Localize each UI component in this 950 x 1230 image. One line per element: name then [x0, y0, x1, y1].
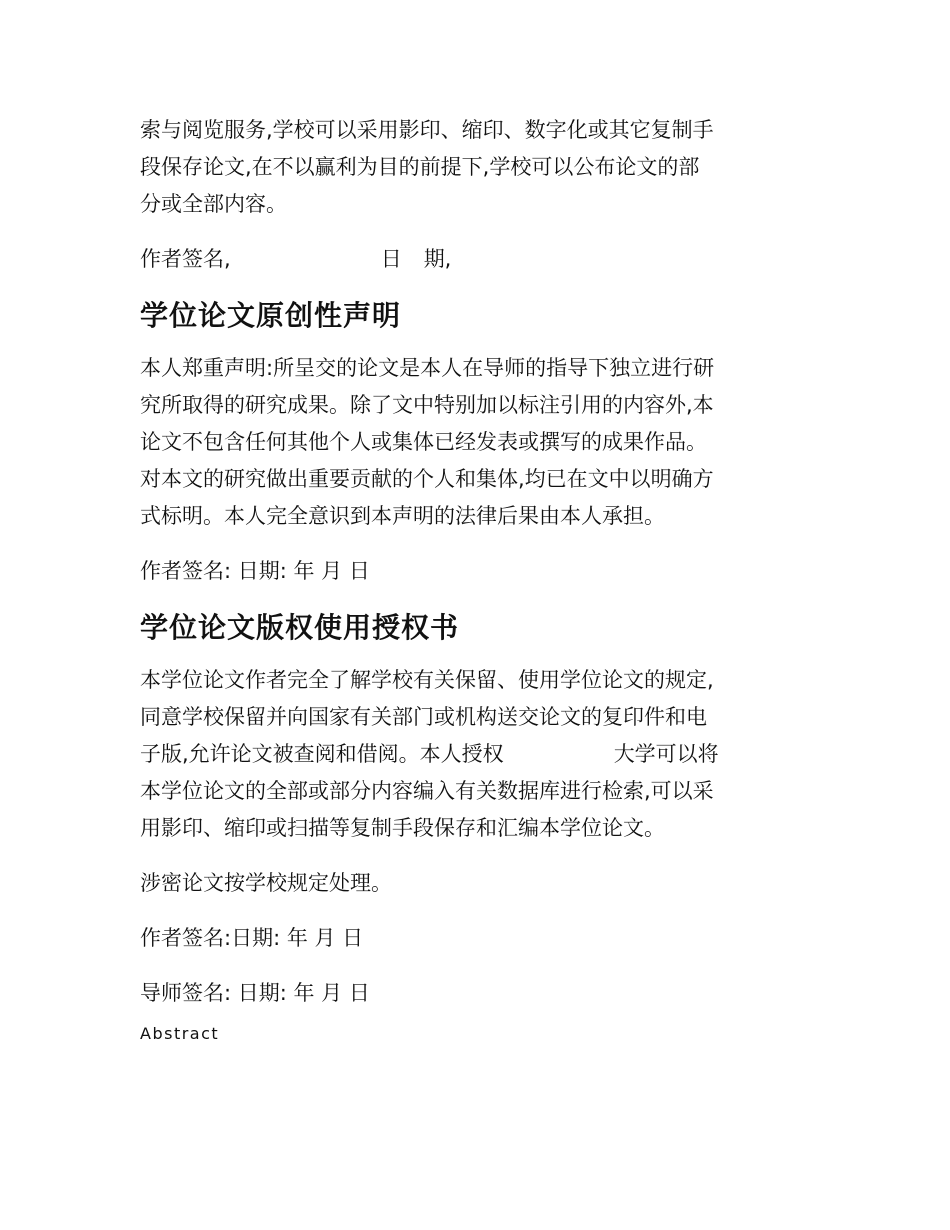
text-line: 索与阅览服务,学校可以采用影印、缩印、数字化或其它复制手 [140, 118, 714, 142]
advisor-signature-line: 导师签名: 日期: 年 月 日 [140, 981, 370, 1005]
text-segment: 子版,允许论文被查阅和借阅。本人授权 [140, 742, 504, 766]
copyright-paragraph [140, 662, 820, 847]
copyright-author-signature-line: 作者签名:日期: 年 月 日 [140, 926, 364, 950]
text-line: 式标明。本人完全意识到本声明的法律后果由本人承担。 [140, 504, 665, 528]
text-line: 用影印、缩印或扫描等复制手段保存和汇编本学位论文。 [140, 816, 665, 840]
abstract-label: Abstract [140, 1024, 220, 1043]
originality-paragraph [140, 350, 820, 535]
text-line [140, 736, 820, 773]
text-line: 段保存论文,在不以赢利为目的前提下,学校可以公布论文的部 [140, 155, 700, 179]
text-segment: 大学可以将 [613, 742, 719, 766]
copyright-heading: 学位论文版权使用授权书 [140, 611, 460, 644]
originality-signature-line: 作者签名: 日期: 年 月 日 [140, 559, 370, 583]
text-line: 论文不包含任何其他个人或集体已经发表或撰写的成果作品。 [140, 430, 707, 454]
text-line: 同意学校保留并向国家有关部门或机构送交论文的复印件和电 [140, 705, 707, 729]
author-signature-label: 作者签名, [140, 247, 231, 271]
text-line: 本学位论文的全部或部分内容编入有关数据库进行检索,可以采 [140, 779, 714, 803]
confidential-note: 涉密论文按学校规定处理。 [140, 871, 392, 895]
text-line: 本学位论文作者完全了解学校有关保留、使用学位论文的规定, [140, 668, 714, 692]
text-line: 分或全部内容。 [140, 192, 287, 216]
date-label-part1: 日 [380, 247, 402, 271]
intro-paragraph [140, 112, 820, 223]
text-line: 究所取得的研究成果。除了文中特别加以标注引用的内容外,本 [140, 393, 714, 417]
originality-heading: 学位论文原创性声明 [140, 299, 402, 332]
authorization-signature-line [140, 241, 820, 278]
text-line: 本人郑重声明:所呈交的论文是本人在导师的指导下独立进行研 [140, 356, 715, 380]
text-line: 对本文的研究做出重要贡献的个人和集体,均已在文中以明确方 [140, 467, 714, 491]
date-label-part2: 期, [423, 247, 452, 271]
document-page [140, 112, 820, 1046]
